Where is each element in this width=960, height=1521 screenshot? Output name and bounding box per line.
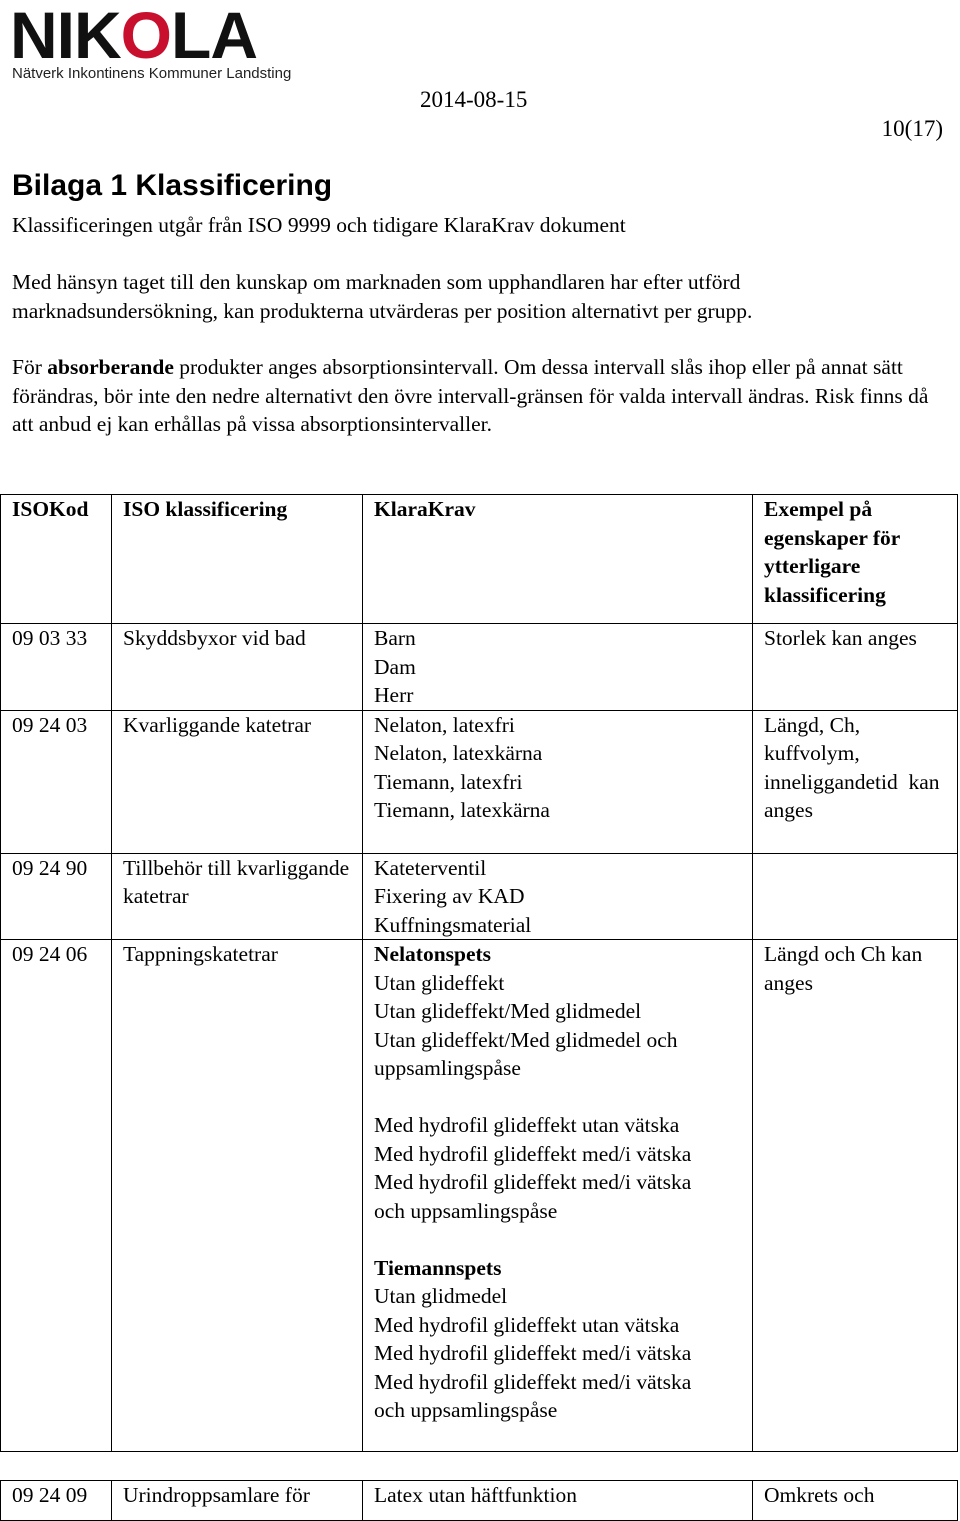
header-klarakrav: KlaraKrav [363,495,753,624]
intro-paragraph: Klassificeringen utgår från ISO 9999 och tidigare KlaraKrav dokument [12,213,626,237]
classification-table [0,494,958,1452]
cell-iso: Skyddsbyxor vid bad [112,624,363,711]
page-number: 10(17) [881,116,943,141]
classification-table-continued [0,1480,958,1521]
cell-code: 09 24 90 [1,853,112,940]
cell-klarakrav: Kateterventil Fixering av KAD Kuffningsmaterial [363,853,753,940]
cell-code: 09 24 03 [1,710,112,853]
group-title-tiemannspets: Tiemannspets [374,1255,502,1280]
cell-example: Längd och Ch kan anges [753,940,958,1452]
cell-iso: Tillbehör till kvarliggande katetrar [112,853,363,940]
cell-example: Omkrets och [753,1481,958,1521]
cell-klarakrav: Barn Dam Herr [363,624,753,711]
cell-code: 09 24 09 [1,1481,112,1521]
cell-klarakrav: Latex utan häftfunktion [363,1481,753,1521]
cell-example [753,853,958,940]
cell-code: 09 24 06 [1,940,112,1452]
logo-subtitle: Nätverk Inkontinens Kommuner Landsting [12,65,292,82]
table-row [1,1481,958,1521]
cell-klarakrav: Nelaton, latexfri Nelaton, latexkärna Tiemann, latexfri Tiemann, latexkärna [363,710,753,853]
table-row [1,710,958,853]
bold-absorberande: absorberande [47,355,174,379]
nikola-logo [10,2,330,86]
table-row [1,940,958,1452]
cell-iso: Kvarliggande katetrar [112,710,363,853]
logo-wordmark: NIKOLA [10,0,257,72]
cell-code: 09 03 33 [1,624,112,711]
table-row [1,853,958,940]
paragraph-evaluation: Med hänsyn taget till den kunskap om marknaden som upphandlaren har efter utförd marknadsundersökning, kan produkterna utvärderas per position alternativt per grupp. [12,270,753,323]
cell-iso: Tappningskatetrar [112,940,363,1452]
cell-example: Storlek kan anges [753,624,958,711]
table-header-row [1,495,958,624]
group-title-nelatonspets: Nelatonspets [374,942,492,966]
cell-iso: Urindroppsamlare för [112,1481,363,1521]
paragraph-absorbing: För absorberande produkter anges absorptionsintervall. Om dessa intervall slås ihop eller på annat sätt förändras, bör inte den nedre alternativt den övre intervall-gränsen för valda intervall ändras. Risk finns då att anbud ej kan erhållas på vissa absorptionsintervaller. [12,355,929,436]
table-row [1,624,958,711]
document-date: 2014-08-15 [420,87,528,112]
header-example: Exempel på egenskaper för ytterligare klassificering [753,495,958,624]
page-title: Bilaga 1 Klassificering [12,169,333,202]
header-iso-classification: ISO klassificering [112,495,363,624]
cell-example: Längd, Ch, kuffvolym, inneliggandetid kan anges [753,710,958,853]
cell-klarakrav: Nelatonspets Utan glideffekt Utan glideffekt/Med glidmedel Utan glideffekt/Med glidmedel och uppsamlingspåse Med hydrofil glideffekt utan vätska Med hydrofil glideffekt med/i vätska Med hydrofil glideffekt med/i vätska och uppsamlingspåse Tiemannspets Utan glidmedel Med hydrofil glideffekt utan vätska Med hydrofil glideffekt med/i vätska Med hydrofil glideffekt med/i vätska och uppsamlingspåse [363,940,753,1452]
header-isokod: ISOKod [1,495,112,624]
